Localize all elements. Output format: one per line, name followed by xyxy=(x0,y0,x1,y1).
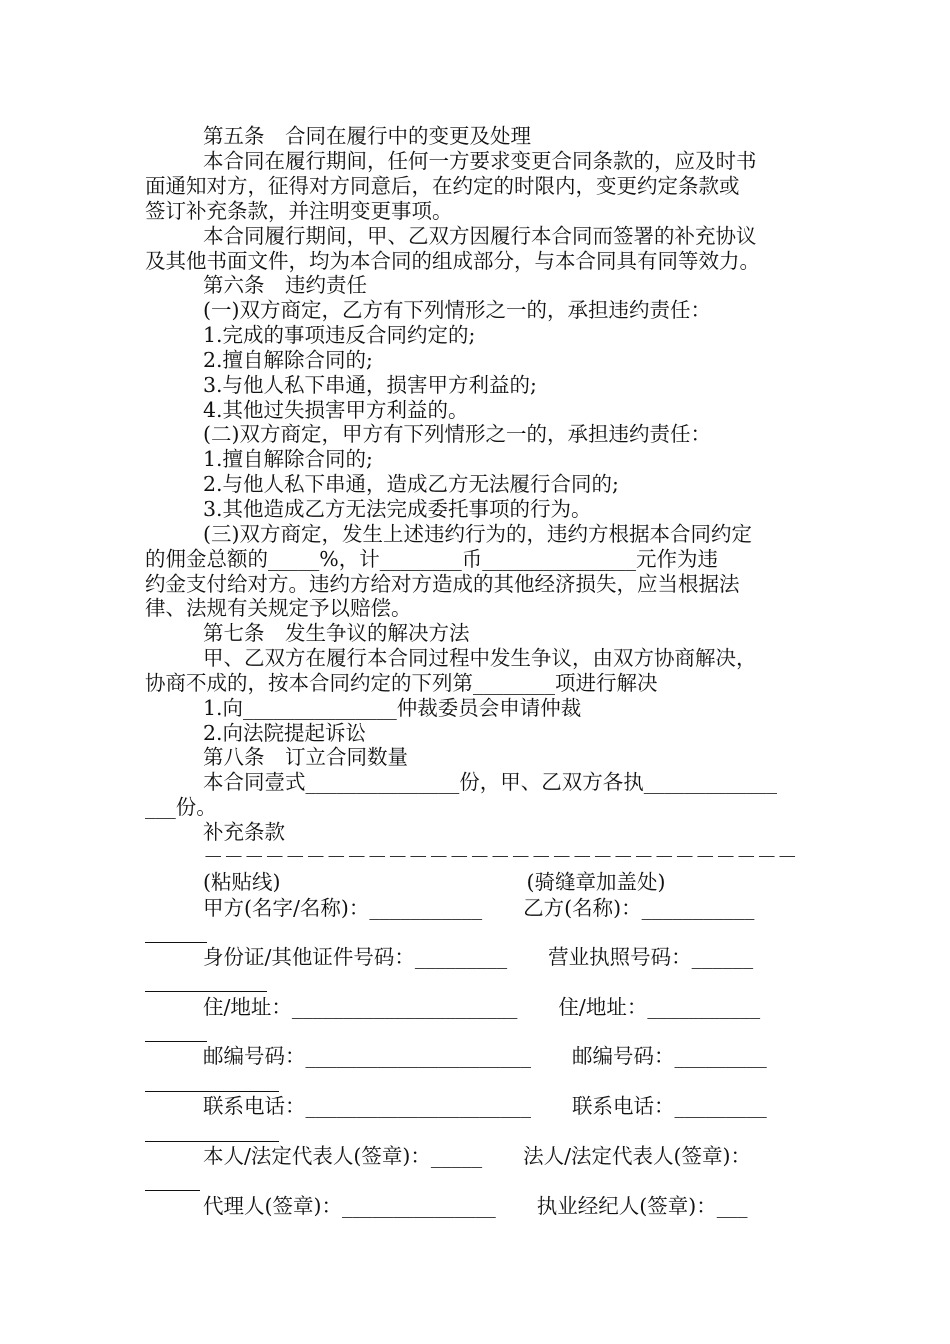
phone-row: 联系电话：______________________ 联系电话：_________ xyxy=(203,1094,767,1118)
paste-line-caption: (粘贴线) (骑缝章加盖处) xyxy=(203,870,666,894)
paragraph-line: 协商不成的，按本合同约定的下列第________项进行解决 xyxy=(145,671,658,695)
signature-row: 本人/法定代表人(签章)：_____ 法人/法定代表人(签章)： xyxy=(203,1144,752,1168)
party-a-name-row: 甲方(名字/名称)：___________ 乙方(名称)：___________ xyxy=(203,896,755,920)
paragraph-line: 本合同壹式_______________份，甲、乙双方各执_____________ xyxy=(203,770,777,794)
clause-8-heading: 第八条 订立合同数量 xyxy=(203,745,408,769)
paragraph-line: 律、法规有关规定予以赔偿。 xyxy=(145,596,412,620)
list-item: 1.完成的事项违反合同约定的; xyxy=(203,323,476,347)
paragraph-line: (二)双方商定，甲方有下列情形之一的，承担违约责任： xyxy=(203,422,711,446)
clause-5-heading: 第五条 合同在履行中的变更及处理 xyxy=(203,124,531,148)
paragraph-line: 约金支付给对方。违约方给对方造成的其他经济损失，应当根据法 xyxy=(145,572,740,596)
fill-blank-line xyxy=(145,1040,207,1042)
fill-blank-line xyxy=(145,990,267,992)
paragraph-line: 本合同在履行期间，任何一方要求变更合同条款的，应及时书 xyxy=(203,149,757,173)
list-item: 3.与他人私下串通，损害甲方利益的; xyxy=(203,373,537,397)
list-item: 4.其他过失损害甲方利益的。 xyxy=(203,398,469,422)
list-item: 1.向_______________仲裁委员会申请仲裁 xyxy=(203,696,582,720)
clause-7-heading: 第七条 发生争议的解决方法 xyxy=(203,621,470,645)
clause-6-heading: 第六条 违约责任 xyxy=(203,273,367,297)
list-item: 3.其他造成乙方无法完成委托事项的行为。 xyxy=(203,497,592,521)
list-item: 2.擅自解除合同的; xyxy=(203,348,373,372)
postcode-row: 邮编号码：______________________ 邮编号码：_________ xyxy=(203,1044,767,1068)
fill-blank-line xyxy=(145,1090,279,1092)
paragraph-line: 及其他书面文件，均为本合同的组成部分，与本合同具有同等效力。 xyxy=(145,249,760,273)
paragraph-line: 签订补充条款，并注明变更事项。 xyxy=(145,199,453,223)
paragraph-line: ___份。 xyxy=(145,795,217,819)
paste-line-divider: －－－－－－－－－－－－－－－－－－－－－－－－－－－－－ xyxy=(203,845,798,869)
fill-blank-line xyxy=(145,1189,200,1191)
id-number-row: 身份证/其他证件号码：_________ 营业执照号码：______ xyxy=(203,945,754,969)
paragraph-line: 的佣金总额的_____%，计________币_______________元作为违 xyxy=(145,547,718,571)
fill-blank-line xyxy=(145,941,207,943)
list-item: 2.与他人私下串通，造成乙方无法履行合同的; xyxy=(203,472,619,496)
list-item: 1.擅自解除合同的; xyxy=(203,447,373,471)
agent-signature-row: 代理人(签章)：_______________ 执业经纪人(签章)：___ xyxy=(203,1194,748,1218)
paragraph-line: 面通知对方，征得对方同意后，在约定的时限内，变更约定条款或 xyxy=(145,174,740,198)
paragraph-line: (三)双方商定，发生上述违约行为的，违约方根据本合同约定 xyxy=(203,522,752,546)
address-row: 住/地址：______________________ 住/地址：___________ xyxy=(203,995,761,1019)
list-item: 2.向法院提起诉讼 xyxy=(203,721,367,745)
paragraph-line: 本合同履行期间，甲、乙双方因履行本合同而签署的补充协议 xyxy=(203,224,757,248)
fill-blank-line xyxy=(145,1140,279,1142)
supplementary-clause-heading: 补充条款 xyxy=(203,820,285,844)
paragraph-line: 甲、乙双方在履行本合同过程中发生争议，由双方协商解决， xyxy=(203,646,757,670)
paragraph-line: (一)双方商定，乙方有下列情形之一的，承担违约责任： xyxy=(203,298,711,322)
